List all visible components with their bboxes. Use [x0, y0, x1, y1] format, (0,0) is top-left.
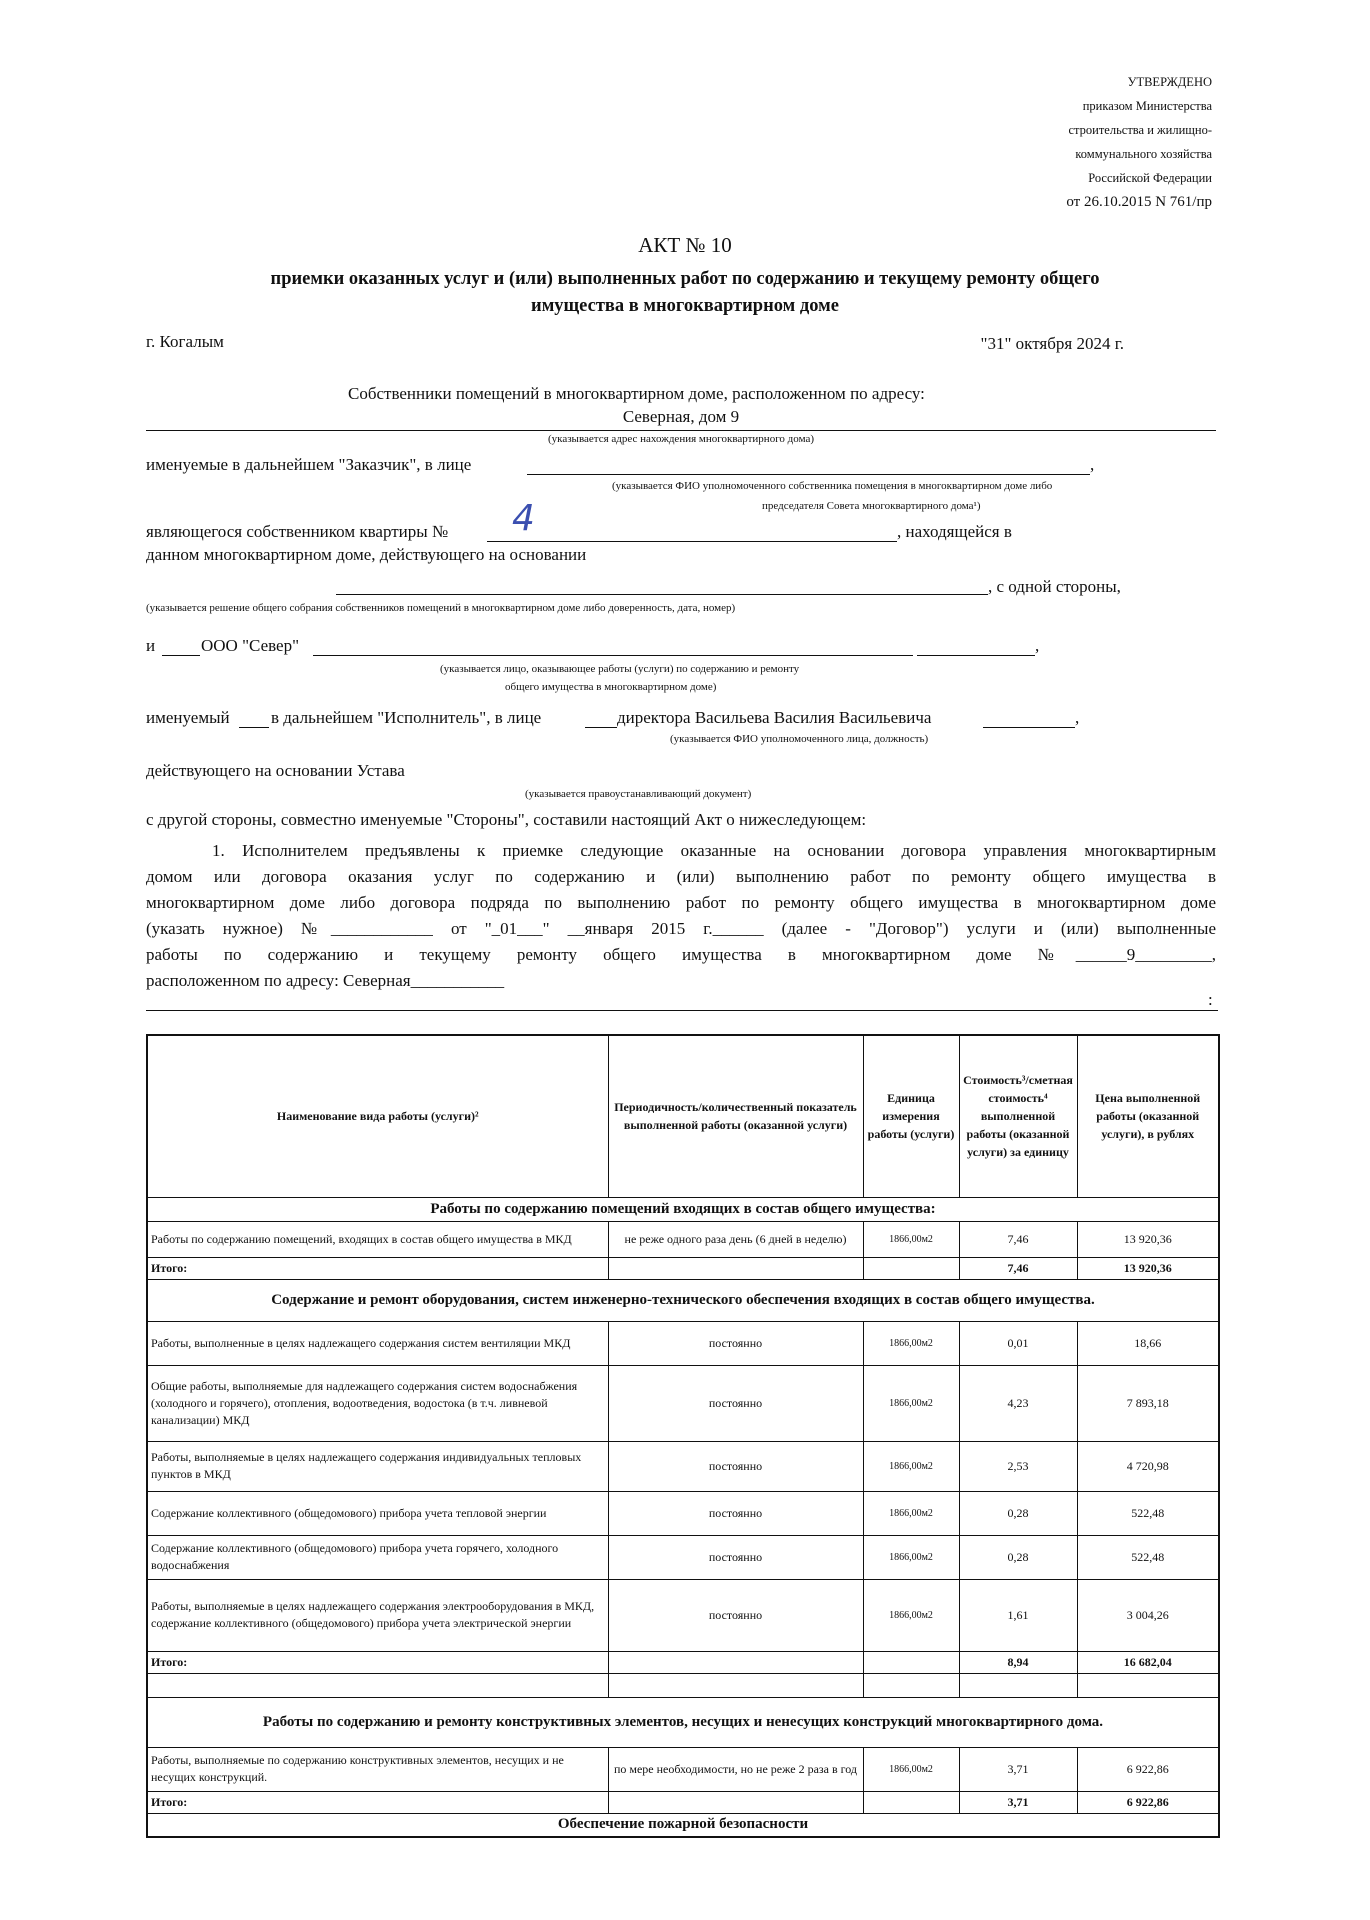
flat-number-handwritten: 4	[512, 498, 535, 539]
total-label: Итого:	[147, 1257, 608, 1279]
cell-unit: 1866,00м2	[863, 1365, 959, 1441]
basis-note: (указывается решение общего собрания собственников помещений в многоквартирном доме либо доверенность, дата, номер)	[146, 602, 736, 614]
cell-unit: 1866,00м2	[863, 1747, 959, 1791]
clause-colon: :	[1208, 990, 1213, 1009]
other-side-line: с другой стороны, совместно именуемые "Стороны", составили настоящий Акт о нижеследующем:	[146, 810, 867, 829]
total-cost: 3,71	[959, 1791, 1077, 1813]
table-row	[147, 1491, 1219, 1535]
address-note: (указывается адрес нахождения многоквартирного дома)	[547, 433, 814, 445]
act-subtitle	[0, 266, 1370, 320]
executor-blank-3	[983, 727, 1075, 728]
house-address: Северная, дом 9	[622, 407, 740, 426]
empty-cell	[608, 1791, 863, 1813]
total-cost: 8,94	[959, 1651, 1077, 1673]
header-price: Цена выполненной работы (оказанной услуги), в рублях	[1077, 1035, 1219, 1197]
cell-name: Работы по содержанию помещений, входящих в состав общего имущества в МКД	[147, 1221, 608, 1257]
total-label: Итого:	[147, 1651, 608, 1673]
customer-line: именуемые в дальнейшем "Заказчик", в лице	[146, 455, 472, 474]
act-title: АКТ № 10	[638, 233, 732, 257]
cell-unit: 1866,00м2	[863, 1321, 959, 1365]
owners-line: Собственники помещений в многоквартирном доме, расположенном по адресу:	[348, 384, 925, 403]
cell-price: 522,48	[1077, 1535, 1219, 1579]
cell-name: Содержание коллективного (общедомового) прибора учета тепловой энергии	[147, 1491, 608, 1535]
and-label: и	[146, 636, 156, 655]
empty-cell	[608, 1257, 863, 1279]
cell-cost: 3,71	[959, 1747, 1077, 1791]
customer-blank	[527, 474, 1090, 475]
customer-note-2: председателя Совета многоквартирного дома¹)	[762, 500, 981, 512]
act-date: "31" октября 2024 г.	[980, 334, 1124, 353]
one-side: , с одной стороны,	[988, 577, 1121, 596]
approval-stamp-block	[1066, 70, 1212, 214]
empty-cell	[147, 1673, 608, 1697]
total-row	[147, 1651, 1219, 1673]
section-title: Содержание и ремонт оборудования, систем инженерно-технического обеспечения входящих в состав общего имущества.	[147, 1279, 1219, 1321]
cell-name: Работы, выполненные в целях надлежащего содержания систем вентиляции МКД	[147, 1321, 608, 1365]
cell-name: Работы, выполняемые по содержанию конструктивных элементов, несущих и не несущих конструкций.	[147, 1747, 608, 1791]
contractor-blank	[313, 655, 913, 656]
cell-price: 13 920,36	[1077, 1221, 1219, 1257]
cell-price: 7 893,18	[1077, 1365, 1219, 1441]
clause-underline	[146, 1010, 1218, 1011]
cell-name: Содержание коллективного (общедомового) прибора учета горячего, холодного водоснабжения	[147, 1535, 608, 1579]
cell-cost: 0,28	[959, 1535, 1077, 1579]
contractor-comma: ,	[1035, 636, 1040, 655]
empty-cell	[863, 1791, 959, 1813]
empty-cell	[863, 1673, 959, 1697]
cell-unit: 1866,00м2	[863, 1491, 959, 1535]
cell-cost: 2,53	[959, 1441, 1077, 1491]
contractor-note-1: (указывается лицо, оказывающее работы (услуги) по содержанию и ремонту	[440, 663, 800, 675]
empty-cell	[863, 1651, 959, 1673]
table-row	[147, 1321, 1219, 1365]
approval-order-line: от 26.10.2015 N 761/пр	[1066, 194, 1212, 210]
executor-note: (указывается ФИО уполномоченного лица, должность)	[670, 733, 929, 745]
cell-name: Работы, выполняемые в целях надлежащего содержания индивидуальных тепловых пунктов в МКД	[147, 1441, 608, 1491]
total-label: Итого:	[147, 1791, 608, 1813]
cell-periodicity: не реже одного раза день (6 дней в неделю)	[608, 1221, 863, 1257]
cell-price: 3 004,26	[1077, 1579, 1219, 1651]
basis-line: данном многоквартирном доме, действующего на основании	[146, 545, 587, 564]
cell-name: Общие работы, выполняемые для надлежащего содержания систем водоснабжения (холодного и горячего), отопления, водоотведения, водостока (в т.ч. ливневой канализации) МКД	[147, 1365, 608, 1441]
approval-line: коммунального хозяйства	[1075, 147, 1212, 161]
cell-price: 6 922,86	[1077, 1747, 1219, 1791]
empty-cell	[959, 1673, 1077, 1697]
act-city: г. Когалым	[146, 332, 224, 351]
cell-unit: 1866,00м2	[863, 1221, 959, 1257]
act-subtitle-line-1: приемки оказанных услуг и (или) выполненных работ по содержанию и текущему ремонту общего	[270, 269, 1100, 289]
section-title: Обеспечение пожарной безопасности	[147, 1813, 1219, 1837]
cell-price: 18,66	[1077, 1321, 1219, 1365]
basis-blank	[336, 594, 988, 595]
acting-note: (указывается правоустанавливающий документ)	[525, 788, 752, 800]
executor-line-b: в дальнейшем "Исполнитель", в лице	[271, 708, 542, 727]
table-row	[147, 1365, 1219, 1441]
empty-cell	[608, 1673, 863, 1697]
cell-cost: 7,46	[959, 1221, 1077, 1257]
table-row	[147, 1535, 1219, 1579]
executor-line-a: именуемый	[146, 708, 230, 727]
address-underline	[146, 430, 1216, 431]
cell-periodicity: постоянно	[608, 1321, 863, 1365]
customer-comma: ,	[1090, 455, 1095, 474]
flat-located-in: , находящейся в	[897, 522, 1012, 541]
contractor-name: ООО "Север"	[201, 636, 300, 655]
executor-comma: ,	[1075, 708, 1080, 727]
approval-line: приказом Министерства	[1082, 99, 1212, 113]
flat-blank	[487, 541, 897, 542]
owner-flat-line: являющегося собственником квартиры №	[146, 522, 449, 541]
cell-name: Работы, выполняемые в целях надлежащего содержания электрооборудования в МКД, содержание коллективного (общедомового) прибора учета электрической энергии	[147, 1579, 608, 1651]
clause-1-line: работы по содержанию и текущему ремонту общего имущества в многоквартирном доме №______9_________,	[146, 945, 1216, 964]
section-title: Работы по содержанию и ремонту конструктивных элементов, несущих и ненесущих конструкций многоквартирного дома.	[147, 1697, 1219, 1747]
works-table	[146, 1034, 1220, 1838]
approval-line: строительства и жилищно-	[1068, 123, 1212, 137]
table-row	[147, 1747, 1219, 1791]
executor-person: директора Васильева Василия Васильевича	[617, 708, 932, 727]
cell-price: 4 720,98	[1077, 1441, 1219, 1491]
cell-unit: 1866,00м2	[863, 1535, 959, 1579]
header-unit: Единица измерения работы (услуги)	[863, 1035, 959, 1197]
cell-periodicity: постоянно	[608, 1579, 863, 1651]
executor-blank-2	[585, 727, 617, 728]
cell-periodicity: постоянно	[608, 1535, 863, 1579]
act-subtitle-line-2: имущества в многоквартирном доме	[531, 296, 839, 316]
section-title-row	[147, 1197, 1219, 1221]
section-title-row	[147, 1697, 1219, 1747]
total-price: 16 682,04	[1077, 1651, 1219, 1673]
cell-periodicity: по мере необходимости, но не реже 2 раза в год	[608, 1747, 863, 1791]
cell-periodicity: постоянно	[608, 1365, 863, 1441]
clause-1-line: домом или договора оказания услуг по содержанию и (или) выполнению работ по ремонту общего имущества в	[146, 867, 1216, 886]
cell-unit: 1866,00м2	[863, 1441, 959, 1491]
contractor-blank-2	[917, 655, 1035, 656]
header-cost: Стоимость³/сметная стоимость⁴ выполненной работы (оказанной услуги) за единицу	[959, 1035, 1077, 1197]
clause-1-line: (указать нужное) №____________ от "_01___" __января 2015 г.______ (далее - "Договор") услуги и (или) выполненные	[146, 919, 1216, 938]
section-title-row	[147, 1279, 1219, 1321]
empty-cell	[863, 1257, 959, 1279]
clause-1-line: 1. Исполнителем предъявлены к приемке следующие оказанные на основании договора управления многоквартирным	[212, 841, 1216, 860]
executor-blank-1	[239, 727, 269, 728]
approval-line: Российской Федерации	[1088, 171, 1212, 185]
table-row	[147, 1221, 1219, 1257]
cell-cost: 4,23	[959, 1365, 1077, 1441]
cell-periodicity: постоянно	[608, 1491, 863, 1535]
acting-basis: действующего на основании Устава	[146, 761, 405, 780]
cell-cost: 0,28	[959, 1491, 1077, 1535]
section-title-row	[147, 1813, 1219, 1837]
spacer-row	[147, 1673, 1219, 1697]
cell-price: 522,48	[1077, 1491, 1219, 1535]
customer-note-1: (указывается ФИО уполномоченного собственника помещения в многоквартирном доме либо	[612, 480, 1053, 492]
clause-1-line: многоквартирном доме либо договора подряда по выполнению работ по ремонту общего имущества в многоквартирном доме	[146, 893, 1216, 912]
cell-cost: 0,01	[959, 1321, 1077, 1365]
approval-line: УТВЕРЖДЕНО	[1127, 75, 1212, 89]
clause-1-line: расположенном по адресу: Северная___________	[146, 971, 505, 990]
section-title: Работы по содержанию помещений входящих в состав общего имущества:	[147, 1197, 1219, 1221]
table-row	[147, 1579, 1219, 1651]
total-price: 6 922,86	[1077, 1791, 1219, 1813]
total-cost: 7,46	[959, 1257, 1077, 1279]
clause-1	[146, 838, 1216, 994]
cell-periodicity: постоянно	[608, 1441, 863, 1491]
table-row	[147, 1441, 1219, 1491]
contractor-lead-blank	[162, 655, 200, 656]
cell-unit: 1866,00м2	[863, 1579, 959, 1651]
total-row	[147, 1257, 1219, 1279]
header-periodicity: Периодичность/количественный показатель выполненной работы (оказанной услуги)	[608, 1035, 863, 1197]
total-row	[147, 1791, 1219, 1813]
header-name: Наименование вида работы (услуги)²	[147, 1035, 608, 1197]
empty-cell	[608, 1651, 863, 1673]
total-price: 13 920,36	[1077, 1257, 1219, 1279]
table-header-row	[147, 1035, 1219, 1197]
contractor-note-2: общего имущества в многоквартирном доме)	[505, 681, 717, 693]
empty-cell	[1077, 1673, 1219, 1697]
cell-cost: 1,61	[959, 1579, 1077, 1651]
